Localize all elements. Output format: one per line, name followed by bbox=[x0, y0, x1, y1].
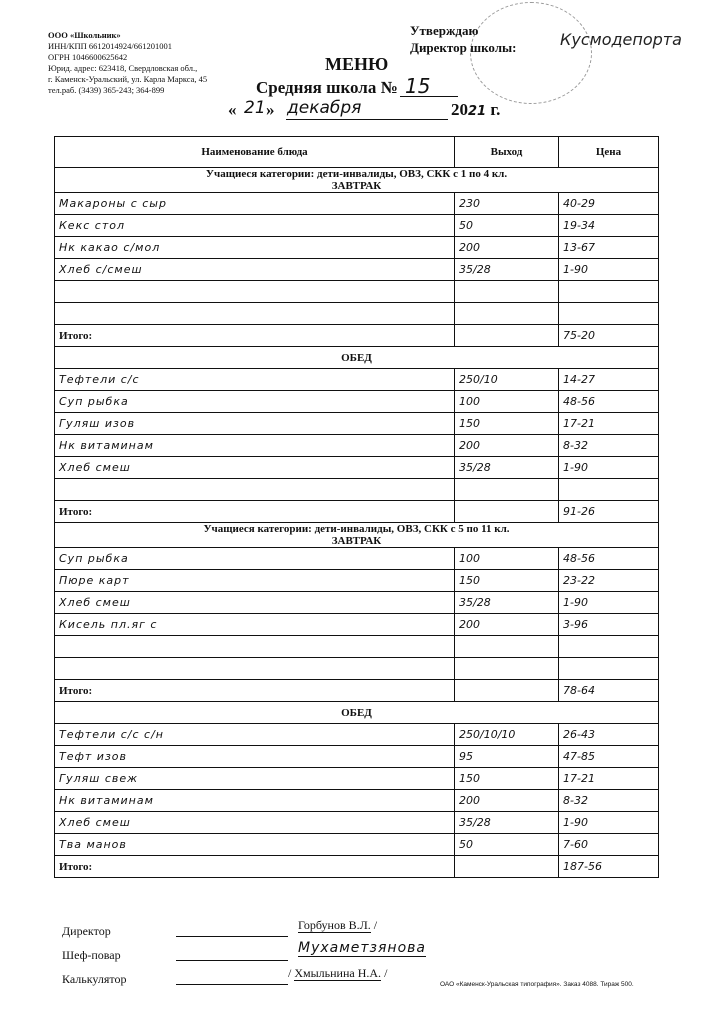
dish-price: 13-67 bbox=[559, 237, 659, 259]
section-category: Учащиеся категории: дети-инвалиды, ОВЗ, СКК с 1 по 4 кл. bbox=[205, 168, 508, 180]
school-number: 15 bbox=[405, 74, 431, 98]
total-output bbox=[455, 501, 559, 523]
dish-output bbox=[455, 281, 559, 303]
table-row bbox=[55, 614, 659, 636]
table-header-row bbox=[55, 137, 659, 168]
dish-price: 17-21 bbox=[559, 768, 659, 790]
date-month: декабря bbox=[287, 98, 362, 118]
table-row bbox=[55, 237, 659, 259]
date-underline bbox=[286, 119, 448, 120]
dish-output: 250/10 bbox=[455, 369, 559, 391]
dish-price bbox=[559, 303, 659, 325]
dish-price: 3-96 bbox=[559, 614, 659, 636]
dish-output: 200 bbox=[455, 790, 559, 812]
section-header-row bbox=[55, 347, 659, 369]
signature-calculator-row bbox=[62, 972, 126, 987]
dish-price: 7-60 bbox=[559, 834, 659, 856]
col-header-price: Цена bbox=[559, 137, 659, 168]
dish-name bbox=[55, 479, 455, 501]
signature-line bbox=[176, 984, 288, 985]
total-output bbox=[455, 680, 559, 702]
section-category: ОБЕД bbox=[341, 706, 372, 719]
table-row bbox=[55, 479, 659, 501]
org-inn: ИНН/КПП 6612014924/661201001 bbox=[48, 41, 172, 51]
section-title bbox=[55, 523, 659, 548]
total-price: 78-64 bbox=[559, 680, 659, 702]
total-price: 75-20 bbox=[559, 325, 659, 347]
org-address-line2: г. Каменск-Уральский, ул. Карла Маркса, 45 bbox=[48, 74, 208, 84]
dish-name: Нк витаминам bbox=[55, 790, 455, 812]
table-row bbox=[55, 724, 659, 746]
dish-price: 8-32 bbox=[559, 435, 659, 457]
dish-output: 35/28 bbox=[455, 812, 559, 834]
dish-name: Гуляш свеж bbox=[55, 768, 455, 790]
dish-price: 48-56 bbox=[559, 548, 659, 570]
dish-price bbox=[559, 636, 659, 658]
dish-output bbox=[455, 636, 559, 658]
menu-title: МЕНЮ bbox=[325, 54, 389, 74]
dish-price: 14-27 bbox=[559, 369, 659, 391]
dish-output bbox=[455, 658, 559, 680]
org-address-line1: Юрид. адрес: 623418, Свердловская обл., bbox=[48, 63, 198, 73]
dish-name: Хлеб смеш bbox=[55, 812, 455, 834]
dish-name: Нк какао с/мол bbox=[55, 237, 455, 259]
signature-role: Шеф-повар bbox=[62, 948, 121, 962]
total-label: Итого: bbox=[55, 680, 455, 702]
table-row bbox=[55, 658, 659, 680]
dish-output bbox=[455, 303, 559, 325]
dish-output: 50 bbox=[455, 215, 559, 237]
table-row bbox=[55, 790, 659, 812]
dish-output: 150 bbox=[455, 768, 559, 790]
table-row bbox=[55, 834, 659, 856]
dish-price: 1-90 bbox=[559, 259, 659, 281]
dish-price: 19-34 bbox=[559, 215, 659, 237]
dish-output: 100 bbox=[455, 548, 559, 570]
dish-name: Тефтели с/с с/н bbox=[55, 724, 455, 746]
approval-director-label: Директор школы: bbox=[410, 40, 517, 55]
dish-output: 250/10/10 bbox=[455, 724, 559, 746]
dish-output bbox=[455, 479, 559, 501]
dish-price bbox=[559, 281, 659, 303]
total-label: Итого: bbox=[55, 501, 455, 523]
dish-name: Кисель пл.яг с bbox=[55, 614, 455, 636]
signature-name: / Хмыльнина Н.А. / bbox=[288, 966, 388, 980]
dish-output: 100 bbox=[455, 391, 559, 413]
total-price: 91-26 bbox=[559, 501, 659, 523]
dish-output: 150 bbox=[455, 413, 559, 435]
total-row bbox=[55, 680, 659, 702]
table-row bbox=[55, 457, 659, 479]
date-day: 21 bbox=[244, 98, 266, 118]
total-row bbox=[55, 856, 659, 878]
table-row bbox=[55, 812, 659, 834]
table-row bbox=[55, 391, 659, 413]
director-signature: Кусмодепорта bbox=[560, 30, 682, 49]
org-phone: тел.раб. (3439) 365-243; 364-899 bbox=[48, 85, 165, 95]
dish-output: 50 bbox=[455, 834, 559, 856]
section-title bbox=[55, 702, 659, 724]
table-row bbox=[55, 259, 659, 281]
signature-chef-row bbox=[62, 948, 121, 963]
dish-name bbox=[55, 636, 455, 658]
menu-body bbox=[55, 168, 659, 878]
total-price: 187-56 bbox=[559, 856, 659, 878]
dish-name: Хлеб смеш bbox=[55, 592, 455, 614]
dish-output: 200 bbox=[455, 237, 559, 259]
table-row bbox=[55, 548, 659, 570]
dish-name: Кекс стол bbox=[55, 215, 455, 237]
table-row bbox=[55, 636, 659, 658]
table-row bbox=[55, 768, 659, 790]
dish-price: 23-22 bbox=[559, 570, 659, 592]
dish-name: Суп рыбка bbox=[55, 391, 455, 413]
section-title bbox=[55, 347, 659, 369]
section-meal: ЗАВТРАК bbox=[331, 180, 382, 192]
menu-table bbox=[54, 136, 659, 878]
dish-name: Тва манов bbox=[55, 834, 455, 856]
date-quote-open: « bbox=[228, 100, 237, 119]
dish-price: 40-29 bbox=[559, 193, 659, 215]
signature-director-row bbox=[62, 924, 111, 939]
dish-price: 47-85 bbox=[559, 746, 659, 768]
dish-price: 1-90 bbox=[559, 592, 659, 614]
dish-name: Тефтели с/с bbox=[55, 369, 455, 391]
col-header-name: Наименование блюда bbox=[55, 137, 455, 168]
org-ogrn: ОГРН 1046600625642 bbox=[48, 52, 128, 62]
section-category: Учащиеся категории: дети-инвалиды, ОВЗ, СКК с 5 по 11 кл. bbox=[203, 523, 510, 535]
org-name: ООО «Школьник» bbox=[48, 30, 121, 40]
section-header-row bbox=[55, 702, 659, 724]
total-label: Итого: bbox=[55, 856, 455, 878]
total-output bbox=[455, 325, 559, 347]
col-header-output: Выход bbox=[455, 137, 559, 168]
dish-price: 1-90 bbox=[559, 812, 659, 834]
section-header-row bbox=[55, 168, 659, 193]
date-year-end: г. bbox=[490, 100, 501, 119]
dish-price: 1-90 bbox=[559, 457, 659, 479]
printer-footer: ОАО «Каменск-Уральская типография». Заказ 4088. Тираж 500. bbox=[440, 981, 634, 988]
date-year-prefix: 20 bbox=[451, 100, 468, 119]
section-meal: ЗАВТРАК bbox=[331, 535, 382, 547]
signature-name: Горбунов В.Л. / bbox=[298, 918, 378, 932]
dish-name: Макароны с сыр bbox=[55, 193, 455, 215]
dish-price bbox=[559, 479, 659, 501]
total-label: Итого: bbox=[55, 325, 455, 347]
dish-name: Гуляш изов bbox=[55, 413, 455, 435]
approval-block bbox=[410, 22, 517, 56]
date-year-suffix: 21 bbox=[468, 104, 487, 119]
dish-output: 150 bbox=[455, 570, 559, 592]
dish-name bbox=[55, 303, 455, 325]
dish-name: Тефт изов bbox=[55, 746, 455, 768]
dish-name: Суп рыбка bbox=[55, 548, 455, 570]
signature-line bbox=[176, 960, 288, 961]
approval-label: Утверждаю bbox=[410, 23, 479, 38]
dish-output: 35/28 bbox=[455, 259, 559, 281]
dish-price: 26-43 bbox=[559, 724, 659, 746]
table-row bbox=[55, 215, 659, 237]
dish-name: Хлеб с/смеш bbox=[55, 259, 455, 281]
dish-price: 8-32 bbox=[559, 790, 659, 812]
dish-price bbox=[559, 658, 659, 680]
total-row bbox=[55, 325, 659, 347]
table-row bbox=[55, 303, 659, 325]
dish-output: 35/28 bbox=[455, 592, 559, 614]
dish-name: Пюре карт bbox=[55, 570, 455, 592]
dish-name: Хлеб смеш bbox=[55, 457, 455, 479]
dish-name: Нк витаминам bbox=[55, 435, 455, 457]
table-row bbox=[55, 592, 659, 614]
dish-output: 35/28 bbox=[455, 457, 559, 479]
section-title bbox=[55, 168, 659, 193]
table-row bbox=[55, 193, 659, 215]
organization-info bbox=[48, 30, 207, 96]
signature-line bbox=[176, 936, 288, 937]
dish-price: 48-56 bbox=[559, 391, 659, 413]
table-row bbox=[55, 570, 659, 592]
dish-price: 17-21 bbox=[559, 413, 659, 435]
signature-role: Директор bbox=[62, 924, 111, 938]
table-row bbox=[55, 413, 659, 435]
table-row bbox=[55, 746, 659, 768]
total-output bbox=[455, 856, 559, 878]
table-row bbox=[55, 369, 659, 391]
dish-output: 230 bbox=[455, 193, 559, 215]
dish-output: 200 bbox=[455, 614, 559, 636]
dish-output: 95 bbox=[455, 746, 559, 768]
section-header-row bbox=[55, 523, 659, 548]
total-row bbox=[55, 501, 659, 523]
table-row bbox=[55, 435, 659, 457]
school-label: Средняя школа № bbox=[256, 78, 398, 97]
date-year bbox=[451, 100, 500, 120]
signature-role: Калькулятор bbox=[62, 972, 127, 986]
date-quote-close: » bbox=[266, 100, 275, 119]
dish-name bbox=[55, 281, 455, 303]
section-category: ОБЕД bbox=[341, 351, 372, 364]
dish-name bbox=[55, 658, 455, 680]
table-row bbox=[55, 281, 659, 303]
signature-name: Мухаметзянова bbox=[298, 940, 426, 956]
dish-output: 200 bbox=[455, 435, 559, 457]
school-number-underline bbox=[400, 96, 458, 97]
